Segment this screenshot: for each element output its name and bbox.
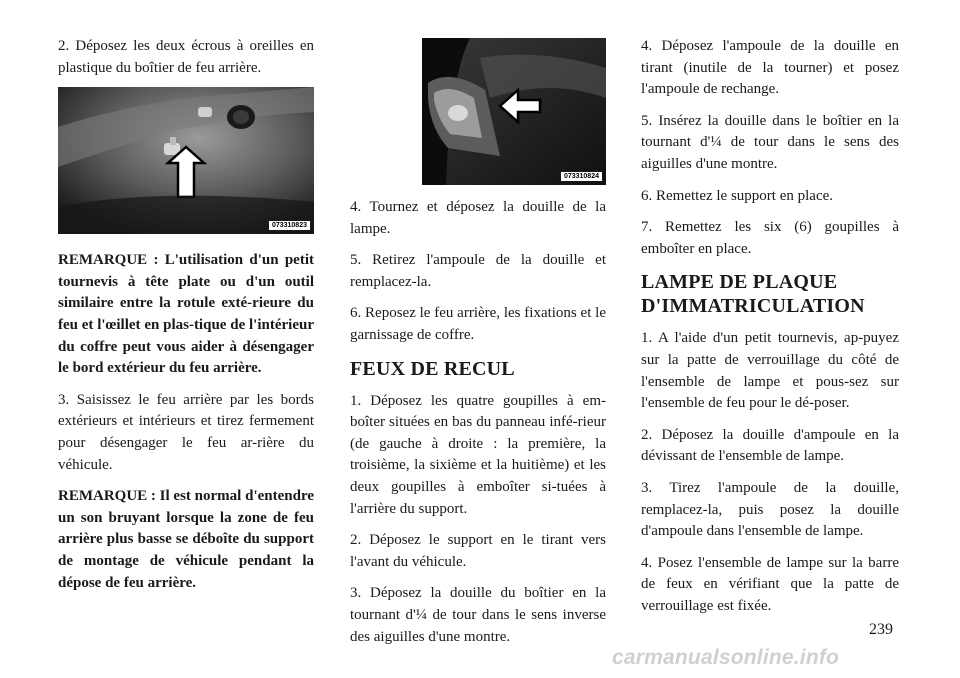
note-screwdriver: REMARQUE : L'utilisation d'un petit tournevis à tête plate ou d'un outil similaire entre la rotule exté-rieure du feu et l'œillet en plas-tique de l'intérieur du coffre peut vous aider à désengager le bord extérieur du feu arrière.: [58, 252, 314, 377]
column-2: [350, 38, 606, 658]
taillamp-socket-photo: [350, 38, 606, 185]
backup-step-6: 6. Remettez le support en place.: [641, 187, 834, 204]
backup-step-5: 5. Insérez la douille dans le boîtier en la tournant d'¼ de tour dans le sens des aiguilles d'une montre.: [641, 112, 899, 172]
photo-code: 073310824: [561, 172, 602, 181]
photo-code: 073310823: [269, 221, 310, 230]
license-step-2: 2. Déposez la douille d'ampoule en la dévissant de l'ensemble de lampe.: [641, 426, 899, 465]
backup-step-2: 2. Déposez le support en le tirant vers l'avant du véhicule.: [350, 532, 606, 570]
watermark: carmanualsonline.info: [612, 646, 840, 669]
taillamp-socket-illustration: [350, 38, 606, 185]
backup-step-7: 7. Remettez les six (6) goupilles à emboîter en place.: [641, 219, 899, 257]
backup-step-3: 3. Déposez la douille du boîtier en la tournant d'¼ de tour dans le sens inverse des aiguilles d'une montre.: [350, 585, 606, 645]
step-5-replace-bulb: 5. Retirez l'ampoule de la douille et remplacez-la.: [350, 252, 606, 290]
license-step-1: 1. A l'aide d'un petit tournevis, ap-puyez sur la patte de verrouillage du côté de l'ensemble de lampe et pous-sez sur l'ensemble de feu pour le dé-poser.: [641, 330, 899, 412]
taillamp-nuts-illustration: [58, 87, 314, 234]
section-heading-backup-lamps: FEUX DE RECUL: [350, 357, 515, 380]
license-step-3: 3. Tirez l'ampoule de la douille, remplacez-la, puis posez la douille d'ampoule dans l'ensemble de lampe.: [641, 479, 899, 540]
step-2-remove-wing-nuts: 2. Déposez les deux écrous à oreilles en plastique du boîtier de feu arrière.: [58, 38, 314, 76]
backup-step-4: 4. Déposez l'ampoule de la douille en tirant (inutile de la tourner) et posez l'ampoule de rechange.: [641, 38, 899, 98]
step-3-pull-taillamp: 3. Saisissez le feu arrière par les bords extérieurs et intérieurs et tirez fermement pour désengager le feu ar-rière du véhicule.: [58, 391, 314, 473]
column-3: [641, 36, 899, 627]
note-popping-sound: REMARQUE : Il est normal d'entendre un son bruyant lorsque la zone de feu arrière plus basse se déboîte du support de montage de véhicule pendant la dépose de feu arrière.: [58, 488, 314, 591]
backup-step-1: 1. Déposez les quatre goupilles à em-boîter situées en bas du panneau infé-rieur (de gauche à droite : la première, la troisième, la sixième et la huitième) et les deux goupilles à emboîter si-tuées à l'arrière du support.: [350, 392, 606, 517]
license-step-4: 4. Posez l'ensemble de lampe sur la barre de feux en vérifiant que la patte de verrouillage est fixée.: [641, 554, 899, 614]
step-6-reinstall: 6. Reposez le feu arrière, les fixations et le garnissage de coffre.: [350, 305, 606, 343]
section-heading-license-lamp: LAMPE DE PLAQUE D'IMMATRICULATION: [641, 271, 865, 318]
page-number: 239: [869, 621, 893, 638]
step-4-turn-socket: 4. Tournez et déposez la douille de la lampe.: [350, 199, 606, 237]
taillamp-nuts-photo: [58, 87, 314, 234]
column-1: [58, 36, 314, 604]
